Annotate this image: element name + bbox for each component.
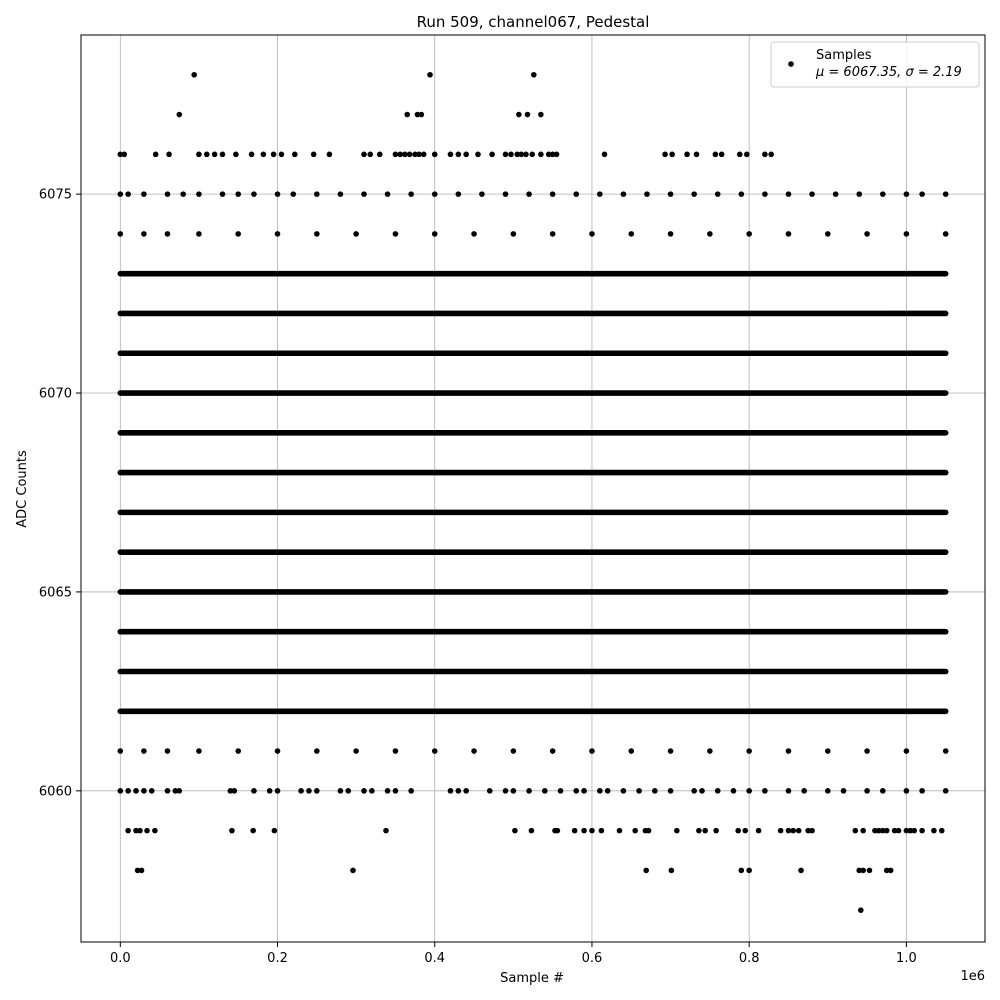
sample-point [511, 788, 517, 794]
sample-point [858, 907, 864, 913]
sample-point [856, 191, 862, 197]
sample-point [841, 788, 847, 794]
sample-point [367, 152, 373, 158]
sample-point [149, 788, 155, 794]
sample-point [353, 231, 359, 237]
sample-point [538, 152, 544, 158]
sample-point [475, 152, 481, 158]
sample-point [489, 152, 495, 158]
sample-point [220, 191, 226, 197]
sample-point [526, 788, 532, 794]
y-axis-label: ADC Counts [15, 450, 30, 528]
sample-point [523, 152, 529, 158]
sample-point [404, 112, 410, 118]
sample-point [597, 191, 603, 197]
sample-point [768, 152, 774, 158]
sample-point [696, 828, 702, 834]
sample-point [943, 191, 949, 197]
sample-point [512, 828, 518, 834]
y-tick-label: 6065 [38, 585, 72, 601]
sample-point [550, 231, 556, 237]
sample-point [251, 191, 257, 197]
sample-point [526, 191, 532, 197]
sample-point [393, 231, 399, 237]
sample-point [652, 788, 658, 794]
sample-point [904, 788, 910, 794]
sample-point [744, 152, 750, 158]
sample-point [599, 828, 605, 834]
sample-point [290, 191, 296, 197]
sample-point [361, 191, 367, 197]
sample-point [550, 748, 556, 754]
sample-point [628, 748, 634, 754]
sample-point [471, 231, 477, 237]
sample-point [589, 231, 595, 237]
sample-point [176, 112, 182, 118]
sample-point [762, 788, 768, 794]
sample-point [338, 788, 344, 794]
sample-point [275, 191, 281, 197]
sample-point [628, 231, 634, 237]
sample-point [393, 788, 399, 794]
sample-point [196, 748, 202, 754]
sample-point [880, 788, 886, 794]
sample-point [432, 231, 438, 237]
sample-point [719, 152, 725, 158]
sample-point [141, 788, 147, 794]
sample-point [778, 828, 784, 834]
sample-point [176, 788, 182, 794]
sample-point [235, 231, 241, 237]
sample-point [427, 72, 433, 78]
sample-point [864, 231, 870, 237]
sample-point [790, 828, 796, 834]
sample-point [432, 152, 438, 158]
sample-point [314, 231, 320, 237]
sample-point [479, 191, 485, 197]
sample-point [463, 788, 469, 794]
sample-point [746, 231, 752, 237]
sample-point [508, 152, 514, 158]
sample-point [746, 788, 752, 794]
sample-point [471, 748, 477, 754]
sample-point [408, 191, 414, 197]
sample-point [350, 868, 356, 874]
sample-point [896, 828, 902, 834]
sample-point [746, 868, 752, 874]
sample-point [314, 191, 320, 197]
sample-point [542, 788, 548, 794]
sample-point [668, 748, 674, 754]
sample-point [448, 152, 454, 158]
sample-point [275, 748, 281, 754]
sample-point [702, 828, 708, 834]
sample-point [668, 191, 674, 197]
sample-point [852, 828, 858, 834]
sample-point [643, 868, 649, 874]
sample-point [529, 152, 535, 158]
legend-label: Samples [816, 48, 872, 63]
sample-point [707, 231, 713, 237]
sample-point [133, 788, 139, 794]
sample-point [314, 748, 320, 754]
sample-point [271, 152, 277, 158]
sample-point [153, 152, 159, 158]
y-tick-label: 6075 [38, 187, 72, 203]
sample-point [212, 152, 218, 158]
sample-point [196, 231, 202, 237]
sample-point [525, 112, 531, 118]
sample-point [911, 828, 917, 834]
sample-point [668, 231, 674, 237]
sample-point [233, 152, 239, 158]
sample-point [503, 152, 509, 158]
sample-point [742, 828, 748, 834]
sample-point [558, 788, 564, 794]
sample-point [809, 828, 815, 834]
sample-point [756, 828, 762, 834]
sample-point [867, 868, 873, 874]
sample-point [139, 868, 145, 874]
sample-point [691, 788, 697, 794]
sample-point [298, 788, 304, 794]
sample-point [141, 231, 147, 237]
sample-point [739, 868, 745, 874]
sample-point [393, 748, 399, 754]
sample-point [261, 152, 267, 158]
sample-point [555, 828, 561, 834]
sample-point [919, 191, 925, 197]
sample-point [531, 72, 537, 78]
sample-point [408, 788, 414, 794]
x-axis-offset-label: 1e6 [960, 969, 985, 984]
sample-point [786, 748, 792, 754]
sample-point [621, 788, 627, 794]
sample-point [786, 191, 792, 197]
sample-point [602, 152, 608, 158]
sample-point [825, 748, 831, 754]
sample-point [786, 231, 792, 237]
sample-point [694, 152, 700, 158]
sample-point [118, 748, 124, 754]
sample-point [589, 828, 595, 834]
sample-point [801, 788, 807, 794]
sample-point [204, 152, 210, 158]
sample-point [572, 828, 578, 834]
legend [771, 42, 979, 87]
sample-point [306, 788, 312, 794]
sample-point [644, 191, 650, 197]
sample-point [456, 191, 462, 197]
sample-point [279, 152, 285, 158]
sample-point [617, 828, 623, 834]
sample-point [668, 788, 674, 794]
sample-point [456, 788, 462, 794]
sample-point [904, 748, 910, 754]
sample-point [691, 191, 697, 197]
sample-point [669, 152, 675, 158]
sample-point [825, 788, 831, 794]
sample-point [377, 152, 383, 158]
sample-point [487, 788, 493, 794]
sample-point [762, 191, 768, 197]
sample-point [904, 231, 910, 237]
sample-point [220, 152, 226, 158]
sample-point [919, 828, 925, 834]
sample-point [229, 828, 235, 834]
sample-point [121, 152, 127, 158]
sample-point [327, 152, 333, 158]
sample-point [632, 828, 638, 834]
sample-point [251, 788, 257, 794]
sample-point [118, 788, 124, 794]
sample-point [249, 152, 255, 158]
sample-point [421, 152, 427, 158]
sample-point [621, 191, 627, 197]
sample-point [118, 231, 124, 237]
x-tick-label: 0.2 [267, 951, 288, 966]
sample-point [353, 748, 359, 754]
sample-point [165, 231, 171, 237]
y-tick-label: 6070 [38, 386, 72, 402]
sample-point [385, 191, 391, 197]
sample-point [345, 788, 351, 794]
sample-point [715, 191, 721, 197]
sample-point [589, 748, 595, 754]
sample-point [860, 868, 866, 874]
sample-point [880, 191, 886, 197]
sample-point [407, 152, 413, 158]
sample-point [361, 152, 367, 158]
sample-point [864, 748, 870, 754]
sample-point [737, 152, 743, 158]
sample-point [275, 231, 281, 237]
sample-point [196, 152, 202, 158]
sample-point [191, 72, 197, 78]
sample-point [503, 191, 509, 197]
x-axis-label: Sample # [500, 971, 564, 986]
sample-point [699, 788, 705, 794]
sample-point [144, 828, 150, 834]
sample-point [943, 748, 949, 754]
sample-point [554, 152, 560, 158]
sample-point [739, 191, 745, 197]
sample-point [432, 748, 438, 754]
sample-point [419, 112, 425, 118]
sample-point [825, 231, 831, 237]
sample-point [713, 152, 719, 158]
sample-point [860, 828, 866, 834]
sample-point [137, 828, 143, 834]
sample-point [746, 748, 752, 754]
sample-point [573, 788, 579, 794]
sample-point [165, 748, 171, 754]
sample-point [735, 828, 741, 834]
sample-point [715, 788, 721, 794]
sample-point [581, 788, 587, 794]
sample-point [538, 112, 544, 118]
sample-point [597, 788, 603, 794]
sample-point [125, 788, 131, 794]
sample-point [383, 828, 389, 834]
x-tick-label: 0.4 [424, 951, 446, 966]
sample-point [250, 828, 256, 834]
sample-point [884, 828, 890, 834]
sample-point [931, 828, 937, 834]
sample-point [762, 152, 768, 158]
sample-point [646, 828, 652, 834]
sample-point [943, 788, 949, 794]
sample-point [118, 191, 124, 197]
sample-point [713, 828, 719, 834]
sample-point [516, 112, 522, 118]
sample-point [669, 868, 675, 874]
sample-point [152, 828, 158, 834]
sample-point [939, 828, 945, 834]
sample-point [125, 828, 131, 834]
sample-point [432, 191, 438, 197]
sample-point [141, 191, 147, 197]
sample-point [796, 828, 802, 834]
x-tick-label: 0.0 [109, 951, 131, 966]
sample-point [267, 788, 273, 794]
sample-point [448, 788, 454, 794]
legend-stats: μ = 6067.35, σ = 2.19 [816, 65, 962, 80]
sample-point [943, 231, 949, 237]
sample-point [196, 191, 202, 197]
x-tick-label: 0.6 [581, 951, 603, 966]
sample-point [605, 788, 611, 794]
sample-point [385, 788, 391, 794]
sample-point [511, 231, 517, 237]
x-tick-label: 0.8 [738, 951, 760, 966]
sample-point [573, 191, 579, 197]
sample-point [511, 748, 517, 754]
sample-point [166, 152, 172, 158]
sample-point [231, 788, 237, 794]
chart-title: Run 509, channel067, Pedestal [416, 13, 650, 31]
sample-point [235, 191, 241, 197]
sample-point [235, 748, 241, 754]
sample-point [338, 191, 344, 197]
sample-point [731, 788, 737, 794]
sample-point [165, 191, 171, 197]
sample-point [272, 828, 278, 834]
sample-point [919, 788, 925, 794]
sample-point [125, 191, 131, 197]
sample-point [809, 191, 815, 197]
sample-point [314, 788, 320, 794]
x-tick-label: 1.0 [896, 951, 917, 966]
sample-point [674, 828, 680, 834]
sample-point [888, 868, 894, 874]
sample-point [864, 788, 870, 794]
sample-point [311, 152, 317, 158]
sample-point [684, 152, 690, 158]
sample-point [369, 788, 375, 794]
sample-point [833, 191, 839, 197]
sample-point [463, 152, 469, 158]
sample-point [904, 191, 910, 197]
y-tick-label: 6060 [38, 784, 72, 800]
sample-point [180, 191, 186, 197]
sample-point [361, 788, 367, 794]
sample-point [275, 788, 281, 794]
sample-point [707, 748, 713, 754]
sample-point [786, 788, 792, 794]
sample-point [636, 788, 642, 794]
sample-point [581, 828, 587, 834]
sample-point [662, 152, 668, 158]
sample-point [798, 868, 804, 874]
sample-point [529, 828, 535, 834]
sample-point [456, 152, 462, 158]
sample-point [141, 748, 147, 754]
legend-marker [788, 61, 794, 67]
sample-point [292, 152, 298, 158]
sample-point [165, 788, 171, 794]
sample-point [550, 191, 556, 197]
sample-point [503, 788, 509, 794]
